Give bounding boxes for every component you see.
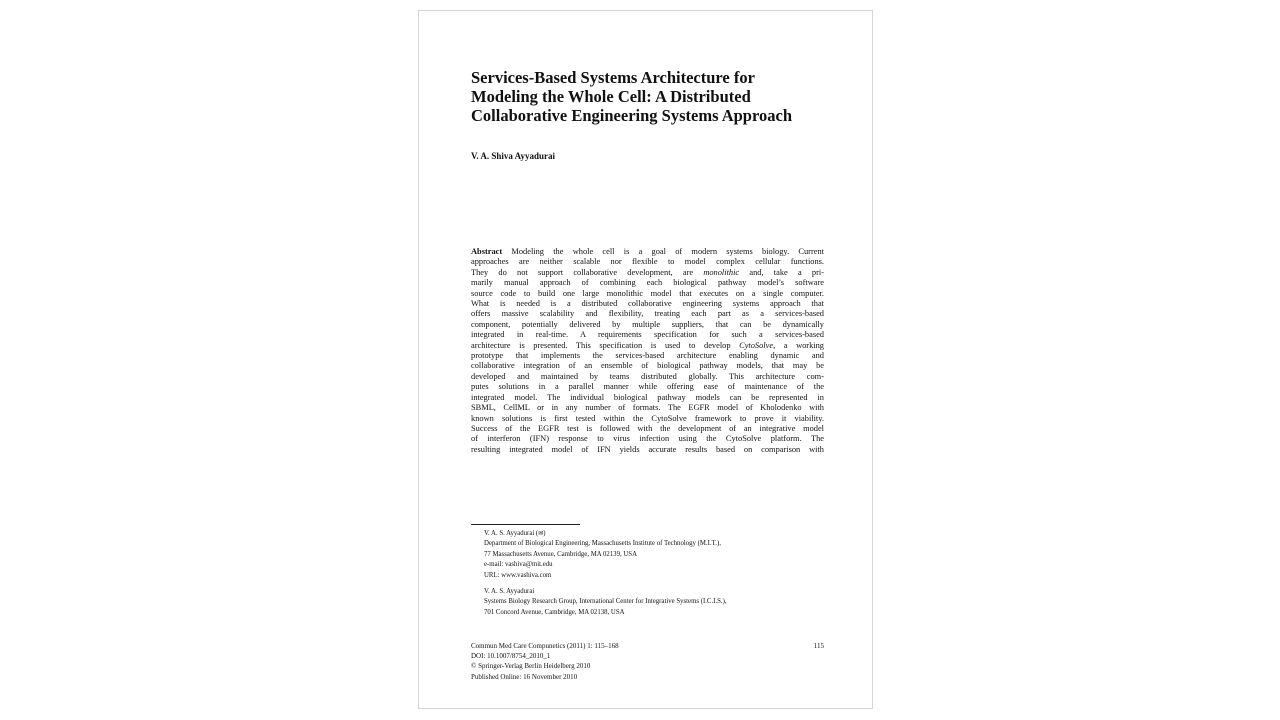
abstract-line: resulting integrated model of IFN yields accurate results based on comparison with (471, 444, 824, 454)
abstract-line: They do not support collaborative development, are monolithic and, take a pri- (471, 267, 824, 277)
title-line: Collaborative Engineering Systems Approach (471, 106, 793, 125)
abstract-line: SBML, CellML or in any number of formats. The EGFR model of Kholodenko with (471, 403, 824, 413)
affiliation-name: V. A. S. Ayyadurai (484, 530, 535, 537)
title-line: Modeling the Whole Cell: A Distributed (471, 87, 751, 106)
abstract-line: of interferon (IFN) response to virus infection using the CytoSolve platform. The (471, 434, 824, 444)
abstract-line: offers massive scalability and flexibility, treating each part as a services-based (471, 309, 824, 319)
affiliation-line: Systems Biology Research Group, International Center for Integrative Systems (I.C.I.S.), (484, 598, 727, 606)
abstract-line: architecture is presented. This specification is used to develop CytoSolve, a working (471, 340, 824, 350)
affiliation-line: 701 Concord Avenue, Cambridge, MA 02138, USA (484, 608, 625, 616)
abstract-line: Success of the EGFR test is followed with the development of an integrative model (471, 423, 824, 433)
author-name: V. A. Shiva Ayyadurai (471, 151, 555, 161)
abstract-line: prototype that implements the services-based architecture enabling dynamic and (471, 351, 824, 361)
doi: DOI: 10.1007/8754_2010_1 (471, 652, 551, 661)
copyright: © Springer-Verlag Berlin Heidelberg 2010 (471, 662, 591, 671)
abstract-line: developed and maintained by teams distributed globally. This architecture com- (471, 371, 824, 381)
abstract-line: integrated in real-time. A requirements specification for such a services-based (471, 330, 824, 340)
affiliation-line: Department of Biological Engineering, Massachusetts Institute of Technology (M.I.T.), (484, 540, 721, 548)
affiliation-1: V. A. S. Ayyadurai (✉) Department of Biological Engineering, Massachusetts Institute of Technology (M.I.T.), 77 Massachusetts Avenue, Cambridge, MA 02139, USA e-mail: vashiva@mit.edu URL: www.vashiva.com (484, 529, 721, 581)
abstract-line: marily manual approach of combining each biological pathway model’s software (471, 278, 824, 288)
abstract-line: known solutions is first tested within the CytoSolve framework to prove it viability. (471, 413, 824, 423)
page-number: 115 (813, 642, 824, 650)
affiliation-name: V. A. S. Ayyadurai (484, 588, 535, 595)
abstract-label: Abstract (471, 247, 503, 256)
published-date: Published Online: 16 November 2010 (471, 672, 578, 681)
abstract-line: source code to build one large monolithic model that executes on a single computer. (471, 288, 824, 298)
abstract-line: What is needed is a distributed collaborative engineering systems approach that (471, 299, 824, 309)
journal-info (471, 641, 824, 682)
document-page (418, 10, 873, 709)
abstract-line: collaborative integration of an ensemble of biological pathway models, that may be (471, 361, 824, 371)
title-line: Services-Based Systems Architecture for (471, 68, 755, 87)
abstract-line: putes solutions in a parallel manner while offering ease of maintenance of the (471, 382, 824, 392)
envelope-icon: ✉ (538, 530, 544, 537)
paper-title (471, 68, 831, 125)
abstract-line: component, potentially delivered by multiple suppliers, that can be dynamically (471, 319, 824, 329)
url-link[interactable]: URL: www.vashiva.com (484, 571, 552, 579)
affiliation-2 (484, 587, 727, 618)
email-link[interactable]: e-mail: vashiva@mit.edu (484, 561, 553, 569)
affiliation-line: 77 Massachusetts Avenue, Cambridge, MA 02139, USA (484, 550, 637, 558)
journal-citation: Commun Med Care Compunetics (2011) 1: 115–168 (471, 642, 619, 650)
footnote-divider (471, 524, 580, 525)
abstract (471, 247, 824, 455)
abstract-line: approaches are neither scalable nor flexible to model complex cellular functions. (471, 257, 824, 267)
abstract-line: integrated model. The individual biological pathway models can be represented in (471, 392, 824, 402)
abstract-line: Abstract Modeling the whole cell is a goal of modern systems biology. Current (471, 247, 824, 256)
